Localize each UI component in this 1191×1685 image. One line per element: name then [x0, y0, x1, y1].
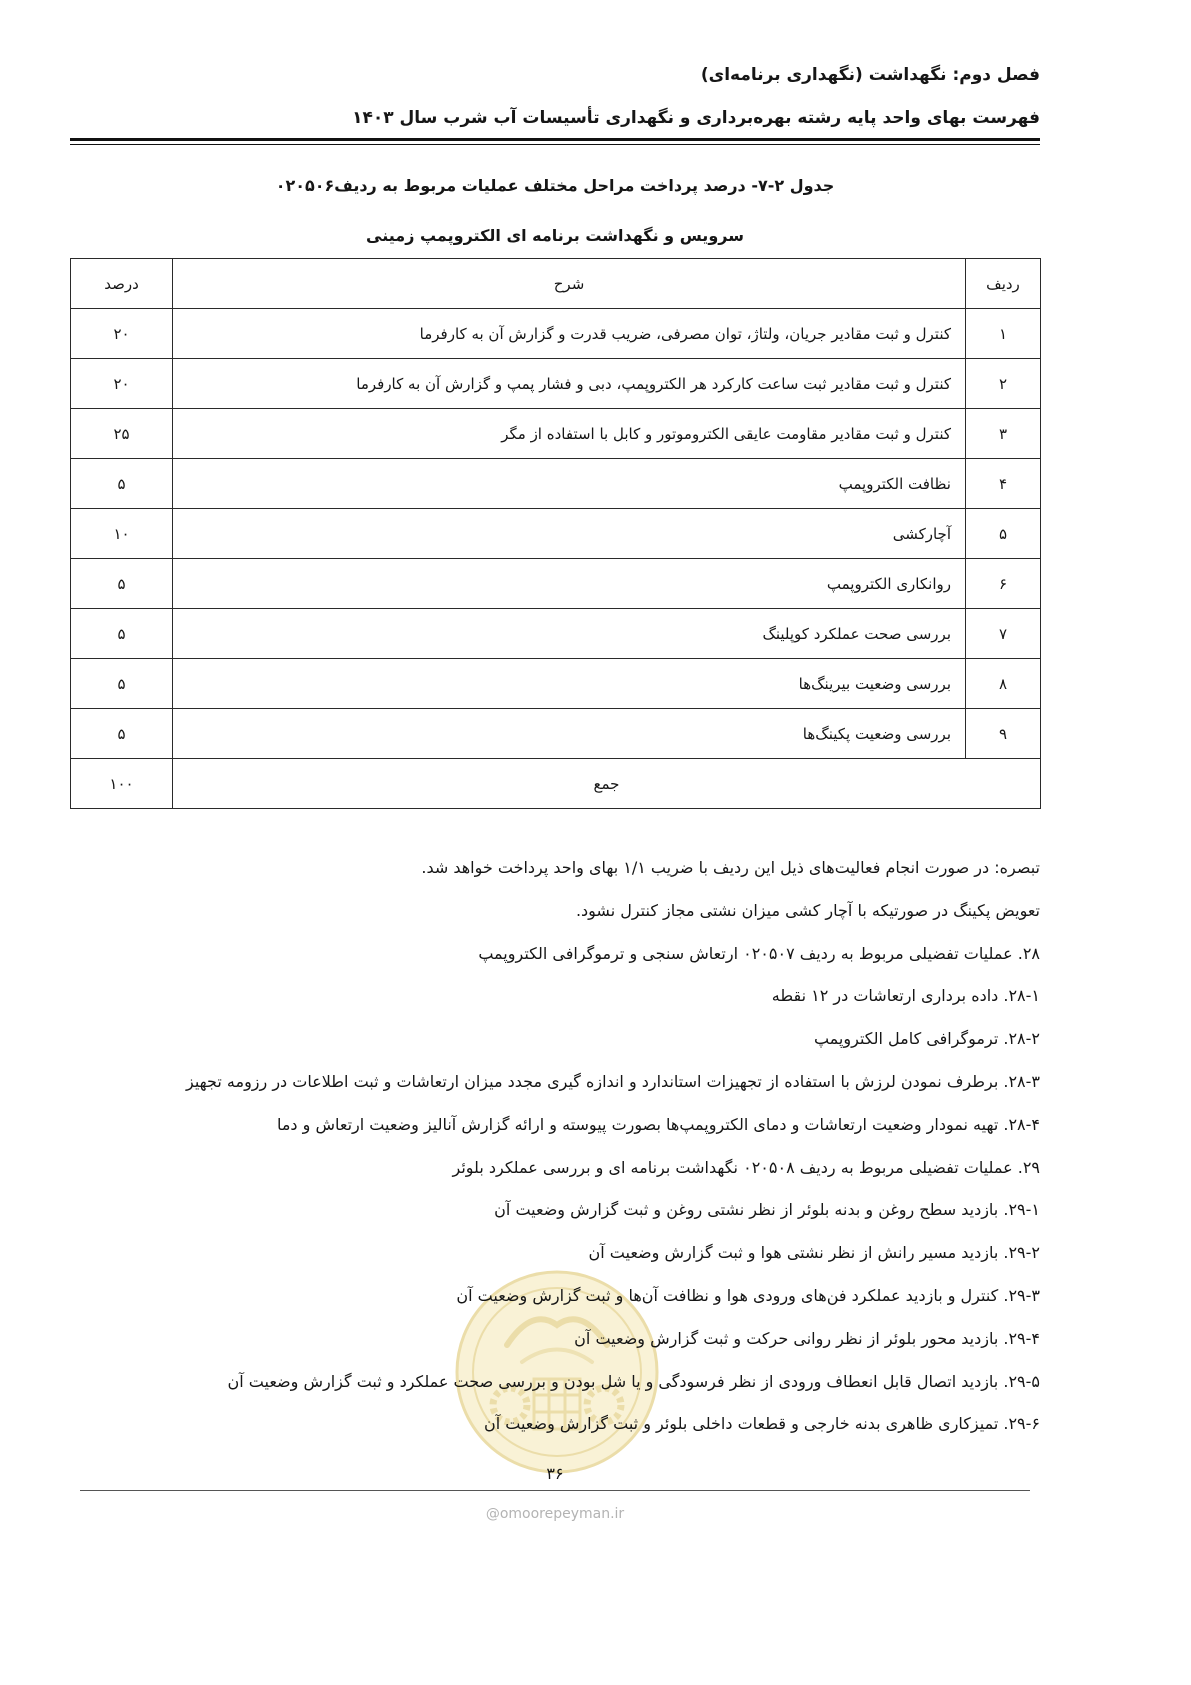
row-number-cell: ۷ — [966, 609, 1041, 659]
row-number-cell: ۱ — [966, 309, 1041, 359]
description-cell: کنترل و ثبت مقادیر جریان، ولتاژ، توان مصرفی، ضریب قدرت و گزارش آن به کارفرما — [173, 309, 966, 359]
note-line: ۲۹-۵. بازدید اتصال قابل انعطاف ورودی از نظر فرسودگی و یا شل بودن و بررسی صحت عملکرد و ثبت گزارش وضعیت آن — [227, 1371, 1040, 1391]
description-cell: آچارکشی — [173, 509, 966, 559]
chapter-heading: فصل دوم: نگهداشت (نگهداری برنامه‌ای) — [700, 65, 1040, 85]
percent-cell: ۲۰ — [71, 359, 173, 409]
table-row — [71, 459, 1041, 509]
row-number-cell: ۹ — [966, 709, 1041, 759]
notes-section — [70, 847, 1040, 1446]
note-remark: تبصره: در صورت انجام فعالیت‌های ذیل این ردیف با ضریب ۱/۱ بهای واحد پرداخت خواهد شد. — [421, 858, 1040, 877]
row-number-cell: ۸ — [966, 659, 1041, 709]
header-double-rule — [70, 138, 1040, 145]
row-number-cell: ۶ — [966, 559, 1041, 609]
percent-cell: ۵ — [71, 459, 173, 509]
description-cell: بررسی وضعیت بیرینگ‌ها — [173, 659, 966, 709]
table-row — [71, 709, 1041, 759]
description-cell: بررسی وضعیت پکینگ‌ها — [173, 709, 966, 759]
total-label-cell: جمع — [173, 759, 1041, 809]
percent-cell: ۱۰ — [71, 509, 173, 559]
note-line: ۲۹-۲. بازدید مسیر رانش از نظر نشتی هوا و ثبت گزارش وضعیت آن — [588, 1243, 1040, 1263]
table-subcaption: سرویس و نگهداشت برنامه ای الکتروپمپ زمینی — [366, 226, 744, 245]
table-caption: جدول ۲-۷- درصد پرداخت مراحل مختلف عملیات مربوط به ردیف۰۲۰۵۰۶ — [275, 176, 835, 195]
document-title: فهرست بهای واحد پایه رشته بهره‌برداری و نگهداری تأسیسات آب شرب سال ۱۴۰۳ — [352, 108, 1040, 128]
watermark-text: @omoorepeyman.ir — [485, 1506, 625, 1522]
note-line: ۲۸-۴. تهیه نمودار وضعیت ارتعاشات و دمای الکتروپمپ‌ها بصورت پیوسته و ارائه گزارش آنالیز وضعیت ارتعاش و دما — [276, 1114, 1040, 1134]
percent-cell: ۵ — [71, 659, 173, 709]
percent-cell: ۲۰ — [71, 309, 173, 359]
description-cell: کنترل و ثبت مقادیر مقاومت عایقی الکتروموتور و کابل با استفاده از مگر — [173, 409, 966, 459]
percent-cell: ۲۵ — [71, 409, 173, 459]
description-cell: روانکاری الکتروپمپ — [173, 559, 966, 609]
note-line: ۲۹. عملیات تفضیلی مربوط به ردیف ۰۲۰۵۰۸ نگهداشت برنامه ای و بررسی عملکرد بلوئر — [452, 1157, 1040, 1177]
column-header-row-number: ردیف — [966, 259, 1041, 309]
note-line: تعویض پکینگ در صورتیکه با آچار کشی میزان نشتی مجاز کنترل نشود. — [575, 900, 1040, 920]
note-line: ۲۸-۲. ترموگرافی کامل الکتروپمپ — [813, 1029, 1040, 1049]
table-row — [71, 659, 1041, 709]
percent-cell: ۵ — [71, 709, 173, 759]
total-row — [71, 759, 1041, 809]
column-header-percent: درصد — [71, 259, 173, 309]
footer-rule — [80, 1490, 1030, 1491]
percentage-table — [70, 258, 1041, 809]
table-row — [71, 359, 1041, 409]
table-row — [71, 509, 1041, 559]
row-number-cell: ۴ — [966, 459, 1041, 509]
row-number-cell: ۲ — [966, 359, 1041, 409]
description-cell: نظافت الکتروپمپ — [173, 459, 966, 509]
row-number-cell: ۳ — [966, 409, 1041, 459]
note-line: ۲۸-۱. داده برداری ارتعاشات در ۱۲ نقطه — [771, 986, 1040, 1006]
page-number: ۳۶ — [546, 1464, 564, 1483]
table-row — [71, 309, 1041, 359]
table-row — [71, 609, 1041, 659]
table-row — [71, 409, 1041, 459]
note-line: ۲۹-۴. بازدید محور بلوئر از نظر روانی حرکت و ثبت گزارش وضعیت آن — [574, 1328, 1040, 1348]
column-header-description: شرح — [173, 259, 966, 309]
percent-cell: ۵ — [71, 609, 173, 659]
description-cell: بررسی صحت عملکرد کوپلینگ — [173, 609, 966, 659]
row-number-cell: ۵ — [966, 509, 1041, 559]
table-header-row — [71, 259, 1041, 309]
percent-cell: ۵ — [71, 559, 173, 609]
note-line: ۲۹-۳. کنترل و بازدید عملکرد فن‌های ورودی هوا و نظافت آن‌ها و ثبت گزارش وضعیت آن — [456, 1285, 1040, 1305]
total-percent-cell: ۱۰۰ — [71, 759, 173, 809]
table-row — [71, 559, 1041, 609]
description-cell: کنترل و ثبت مقادیر ثبت ساعت کارکرد هر الکتروپمپ، دبی و فشار پمپ و گزارش آن به کارفرما — [173, 359, 966, 409]
note-line: ۲۹-۱. بازدید سطح روغن و بدنه بلوئر از نظر نشتی روغن و ثبت گزارش وضعیت آن — [494, 1200, 1040, 1220]
note-line: ۲۸. عملیات تفضیلی مربوط به ردیف ۰۲۰۵۰۷ ارتعاش سنجی و ترموگرافی الکتروپمپ — [478, 943, 1040, 963]
note-line: ۲۸-۳. برطرف نمودن لرزش با استفاده از تجهیزات استاندارد و اندازه گیری مجدد میزان ارتعاشات و ثبت اطلاعات در رزومه تجهیز — [186, 1071, 1040, 1091]
note-line: ۲۹-۶. تمیزکاری ظاهری بدنه خارجی و قطعات داخلی بلوئر و ثبت گزارش وضعیت آن — [483, 1414, 1040, 1434]
